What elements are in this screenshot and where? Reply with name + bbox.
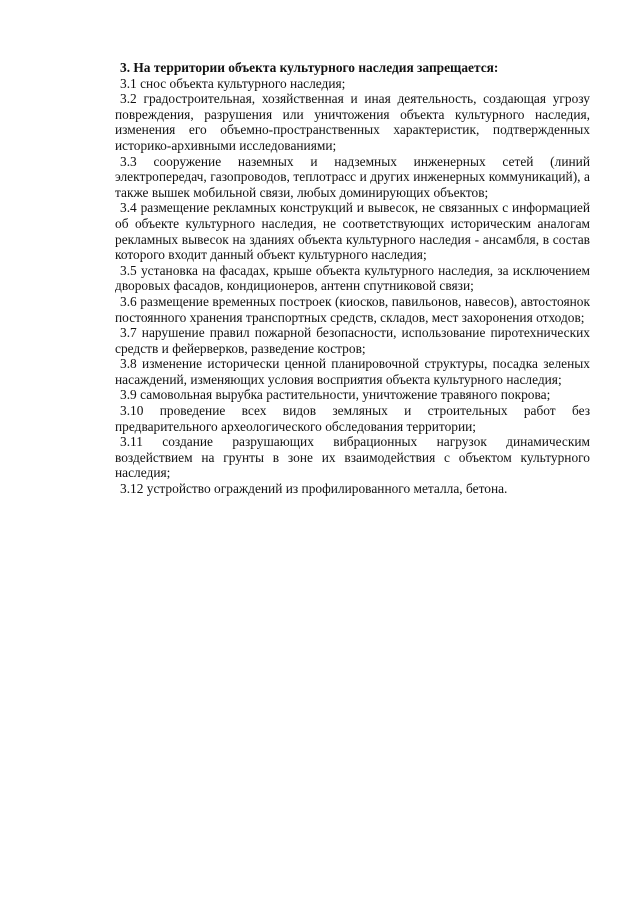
list-item: 3.9 самовольная вырубка растительности, уничтожение травяного покрова; [120,387,551,403]
list-item: 3.7 нарушение правил пожарной безопасности, использование пиротехнических средств и фейерверков, разведение костров; [115,325,590,356]
list-item: 3.4 размещение рекламных конструкций и вывесок, не связанных с информацией об объекте культурного наследия, не соответствующих историческим аналогам рекламных вывесок на зданиях объекта культурного наследия - ансамбля, в состав которого входит данный объект культурного наследия; [115,200,590,263]
list-item: 3.8 изменение исторически ценной планировочной структуры, посадка зеленых насаждений, изменяющих условия восприятия объекта культурного наследия; [115,356,590,387]
list-item: 3.11 создание разрушающих вибрационных нагрузок динамическим воздействием на грунты в зоне их взаимодействия с объектом культурного наследия; [115,434,590,481]
list-item: 3.2 градостроительная, хозяйственная и иная деятельность, создающая угрозу повреждения, разрушения или уничтожения объекта культурного наследия, изменения его объемно-пространственных характеристик, подтвержденных историко-архивными исследованиями; [115,91,590,153]
list-item: 3.12 устройство ограждений из профилированного металла, бетона. [120,481,508,497]
list-item: 3.3 сооружение наземных и надземных инженерных сетей (линий электропередач, газопроводов, теплотрасс и других инженерных коммуникаций), а также вышек мобильной связи, любых доминирующих объектов; [115,153,590,200]
document-body [115,60,590,497]
list-item: 3.1 снос объекта культурного наследия; [120,75,346,91]
list-item: 3.10 проведение всех видов земляных и строительных работ без предварительного археологического обследования территории; [115,403,590,434]
list-item: 3.5 установка на фасадах, крыше объекта культурного наследия, за исключением дворовых фасадов, кондиционеров, антенн спутниковой связи; [115,262,590,294]
list-item: 3.6 размещение временных построек (киосков, павильонов, навесов), автостоянок постоянного хранения транспортных средств, складов, мест захоронения отходов; [115,293,590,325]
section-heading: 3. На территории объекта культурного наследия запрещается: [120,60,499,75]
